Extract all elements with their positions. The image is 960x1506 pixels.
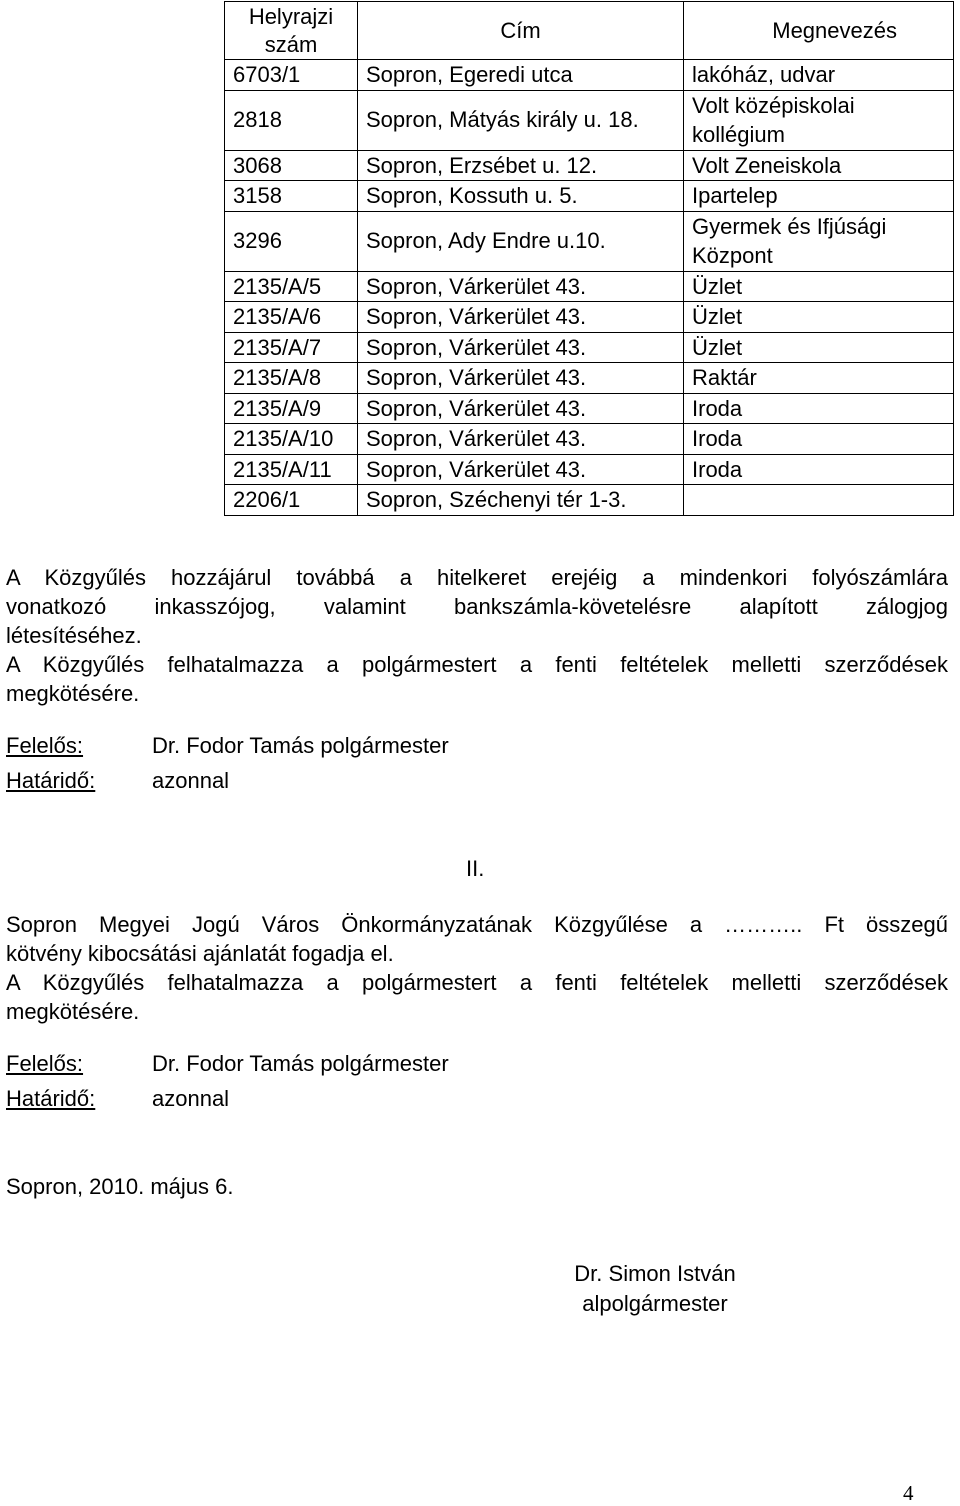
cell-megnevezes: Iroda bbox=[684, 424, 954, 455]
cell-megnevezes: Üzlet bbox=[684, 332, 954, 363]
cell-megnevezes: Iroda bbox=[684, 454, 954, 485]
cell-cim: Sopron, Várkerület 43. bbox=[358, 271, 684, 302]
table-row bbox=[225, 211, 954, 271]
table-row bbox=[225, 90, 954, 150]
cell-hrsz: 2135/A/11 bbox=[225, 454, 358, 485]
cell-hrsz: 2135/A/10 bbox=[225, 424, 358, 455]
cell-hrsz: 2135/A/6 bbox=[225, 302, 358, 333]
responsible-label: Felelős: bbox=[6, 1051, 84, 1076]
signature-block bbox=[560, 1259, 750, 1318]
cell-cim: Sopron, Várkerület 43. bbox=[358, 363, 684, 394]
cell-hrsz: 2135/A/7 bbox=[225, 332, 358, 363]
cell-megnevezes: Üzlet bbox=[684, 271, 954, 302]
table-row bbox=[225, 302, 954, 333]
cell-megnevezes bbox=[684, 485, 954, 516]
responsible-label: Felelős: bbox=[6, 733, 84, 758]
para4-line2: megkötésére. bbox=[6, 999, 140, 1024]
cell-hrsz: 2135/A/5 bbox=[225, 271, 358, 302]
table-header-row bbox=[225, 2, 954, 60]
deadline-label: Határidő: bbox=[6, 768, 96, 793]
cell-hrsz: 3068 bbox=[225, 150, 358, 181]
table-row bbox=[225, 393, 954, 424]
table-row bbox=[225, 485, 954, 516]
header-megnevezes: Megnevezés bbox=[684, 2, 954, 60]
cell-megnevezes: Üzlet bbox=[684, 302, 954, 333]
cell-cim: Sopron, Kossuth u. 5. bbox=[358, 181, 684, 212]
para3-line1: Sopron Megyei Jogú Város Önkormányzatának Közgyűlése a ……….. Ft összegű bbox=[6, 912, 948, 937]
cell-hrsz: 3158 bbox=[225, 181, 358, 212]
deadline-value: azonnal bbox=[152, 768, 230, 793]
para1-line1: A Közgyűlés hozzájárul továbbá a hitelkeret erejéig a mindenkori folyószámlára bbox=[6, 565, 948, 590]
dateline: Sopron, 2010. május 6. bbox=[6, 1174, 234, 1199]
header-cim: Cím bbox=[358, 2, 684, 60]
table-row bbox=[225, 181, 954, 212]
cell-cim: Sopron, Várkerület 43. bbox=[358, 454, 684, 485]
cell-cim: Sopron, Széchenyi tér 1-3. bbox=[358, 485, 684, 516]
cell-cim: Sopron, Ady Endre u.10. bbox=[358, 211, 684, 271]
para1-line3: létesítéséhez. bbox=[6, 623, 142, 648]
cell-cim: Sopron, Erzsébet u. 12. bbox=[358, 150, 684, 181]
table-row bbox=[225, 150, 954, 181]
cell-hrsz: 2818 bbox=[225, 90, 358, 150]
para3-line2: kötvény kibocsátási ajánlatát fogadja el. bbox=[6, 941, 394, 966]
section-heading: II. bbox=[466, 856, 485, 881]
cell-megnevezes: Ipartelep bbox=[684, 181, 954, 212]
page-number: 4 bbox=[903, 1481, 914, 1505]
cell-hrsz: 2135/A/8 bbox=[225, 363, 358, 394]
deadline-label: Határidő: bbox=[6, 1086, 96, 1111]
signature-title: alpolgármester bbox=[582, 1290, 728, 1316]
table-row bbox=[225, 454, 954, 485]
cell-megnevezes: Gyermek és Ifjúsági Központ bbox=[684, 211, 954, 271]
cell-cim: Sopron, Várkerület 43. bbox=[358, 302, 684, 333]
cell-cim: Sopron, Várkerület 43. bbox=[358, 393, 684, 424]
table-row bbox=[225, 332, 954, 363]
table-row bbox=[225, 363, 954, 394]
signature-name: Dr. Simon István bbox=[574, 1261, 736, 1286]
cell-hrsz: 6703/1 bbox=[225, 60, 358, 91]
table-row bbox=[225, 271, 954, 302]
cell-cim: Sopron, Várkerület 43. bbox=[358, 424, 684, 455]
cell-megnevezes: lakóház, udvar bbox=[684, 60, 954, 91]
table-row bbox=[225, 424, 954, 455]
para4-line1: A Közgyűlés felhatalmazza a polgármestert a fenti feltételek melletti szerződések bbox=[6, 970, 948, 995]
responsible-value: Dr. Fodor Tamás polgármester bbox=[152, 733, 449, 758]
cell-hrsz: 3296 bbox=[225, 211, 358, 271]
cell-megnevezes: Iroda bbox=[684, 393, 954, 424]
responsible-value: Dr. Fodor Tamás polgármester bbox=[152, 1051, 449, 1076]
cell-hrsz: 2135/A/9 bbox=[225, 393, 358, 424]
cell-cim: Sopron, Egeredi utca bbox=[358, 60, 684, 91]
cell-cim: Sopron, Várkerület 43. bbox=[358, 332, 684, 363]
cell-hrsz: 2206/1 bbox=[225, 485, 358, 516]
property-table bbox=[224, 1, 954, 516]
cell-megnevezes: Raktár bbox=[684, 363, 954, 394]
para2-line1: A Közgyűlés felhatalmazza a polgármestert a fenti feltételek melletti szerződések bbox=[6, 652, 948, 677]
para2-line2: megkötésére. bbox=[6, 681, 140, 706]
header-hrsz: Helyrajzi szám bbox=[225, 2, 358, 60]
cell-megnevezes: Volt Zeneiskola bbox=[684, 150, 954, 181]
deadline-value: azonnal bbox=[152, 1086, 230, 1111]
table-row bbox=[225, 60, 954, 91]
cell-cim: Sopron, Mátyás király u. 18. bbox=[358, 90, 684, 150]
para1-line2: vonatkozó inkasszójog, valamint bankszámla-követelésre alapított zálogjog bbox=[6, 594, 948, 619]
cell-megnevezes: Volt középiskolai kollégium bbox=[684, 90, 954, 150]
